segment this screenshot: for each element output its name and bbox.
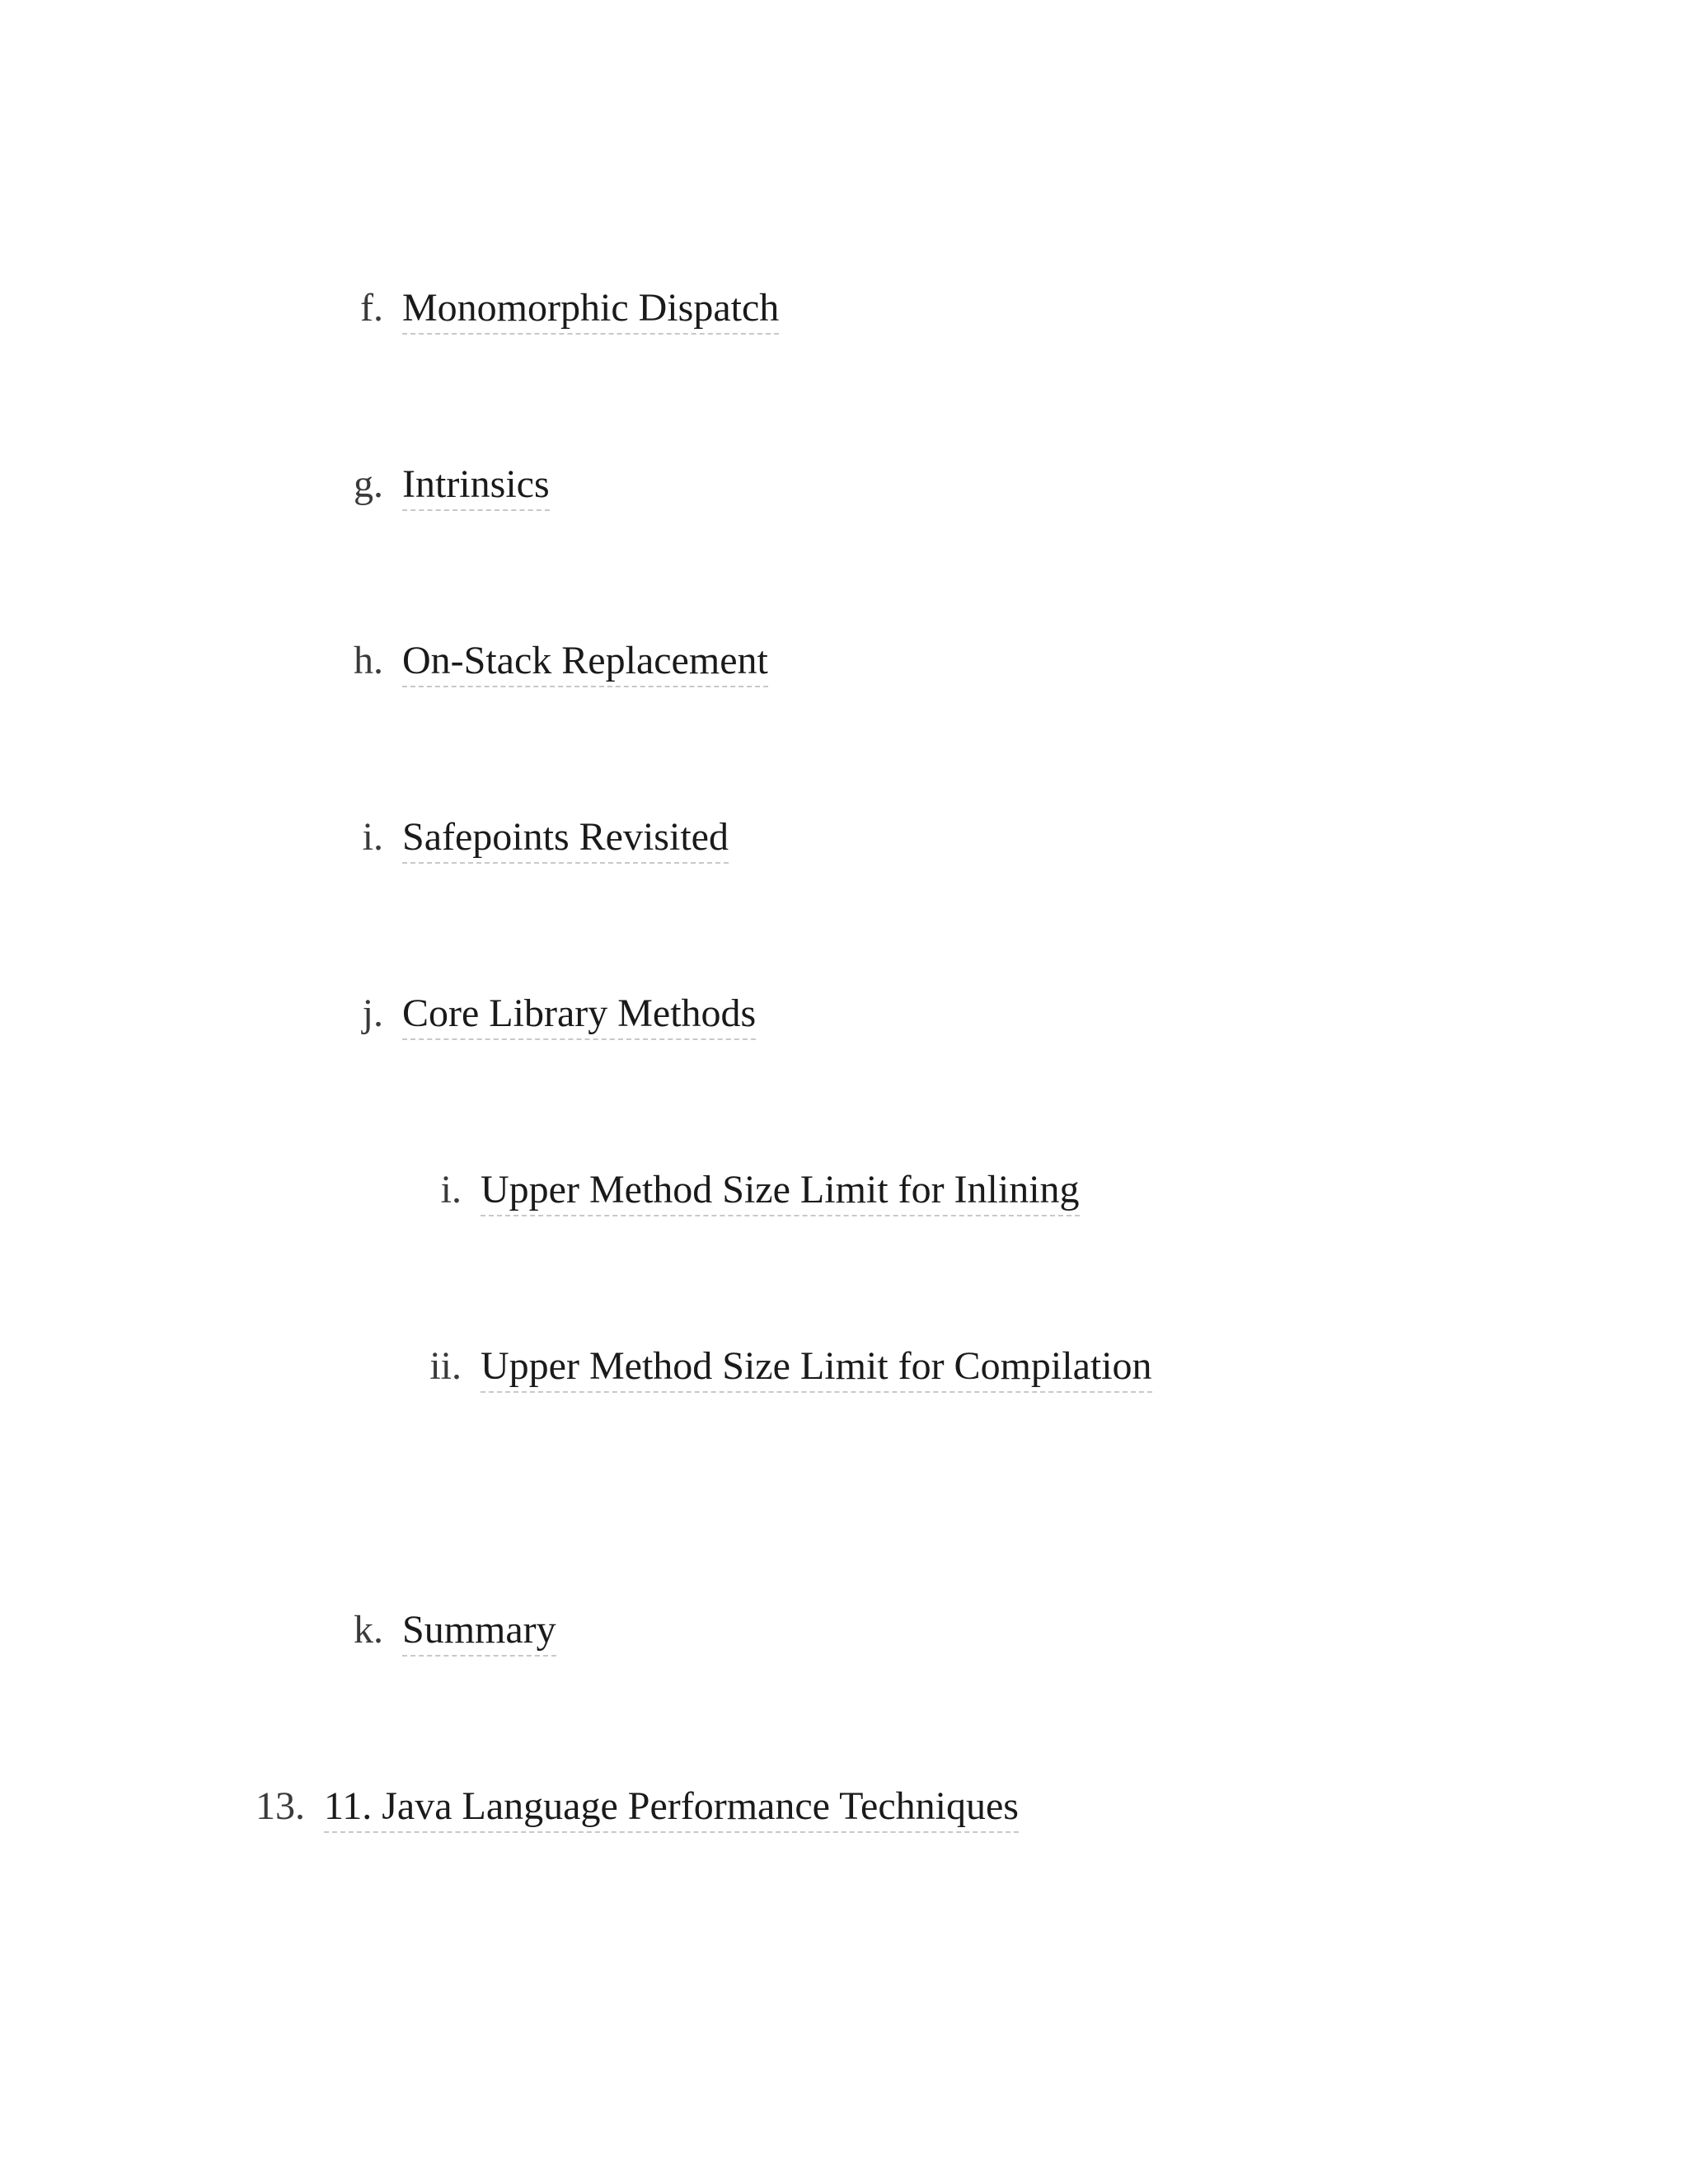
list-marker: f.: [360, 286, 383, 330]
toc-link-upper-method-size-limit-inlining[interactable]: Upper Method Size Limit for Inlining: [481, 1165, 1080, 1216]
toc-link-java-language-performance-techniques[interactable]: 11. Java Language Performance Techniques: [324, 1782, 1019, 1833]
list-marker: g.: [354, 462, 383, 506]
list-marker: h.: [354, 639, 383, 682]
toc-link-on-stack-replacement[interactable]: On-Stack Replacement: [402, 636, 768, 687]
list-marker: i.: [362, 815, 383, 859]
toc-link-summary[interactable]: Summary: [402, 1605, 556, 1657]
toc-link-safepoints-revisited[interactable]: Safepoints Revisited: [402, 813, 729, 864]
toc-link-upper-method-size-limit-compilation[interactable]: Upper Method Size Limit for Compilation: [481, 1342, 1152, 1393]
toc-link-monomorphic-dispatch[interactable]: Monomorphic Dispatch: [402, 284, 779, 335]
list-marker: 13.: [256, 1784, 305, 1828]
toc-link-core-library-methods[interactable]: Core Library Methods: [402, 989, 756, 1040]
list-marker: i.: [440, 1168, 462, 1212]
list-marker: k.: [354, 1608, 383, 1652]
toc-link-intrinsics[interactable]: Intrinsics: [402, 460, 550, 511]
list-marker: j.: [362, 991, 383, 1035]
list-marker: ii.: [429, 1344, 462, 1388]
